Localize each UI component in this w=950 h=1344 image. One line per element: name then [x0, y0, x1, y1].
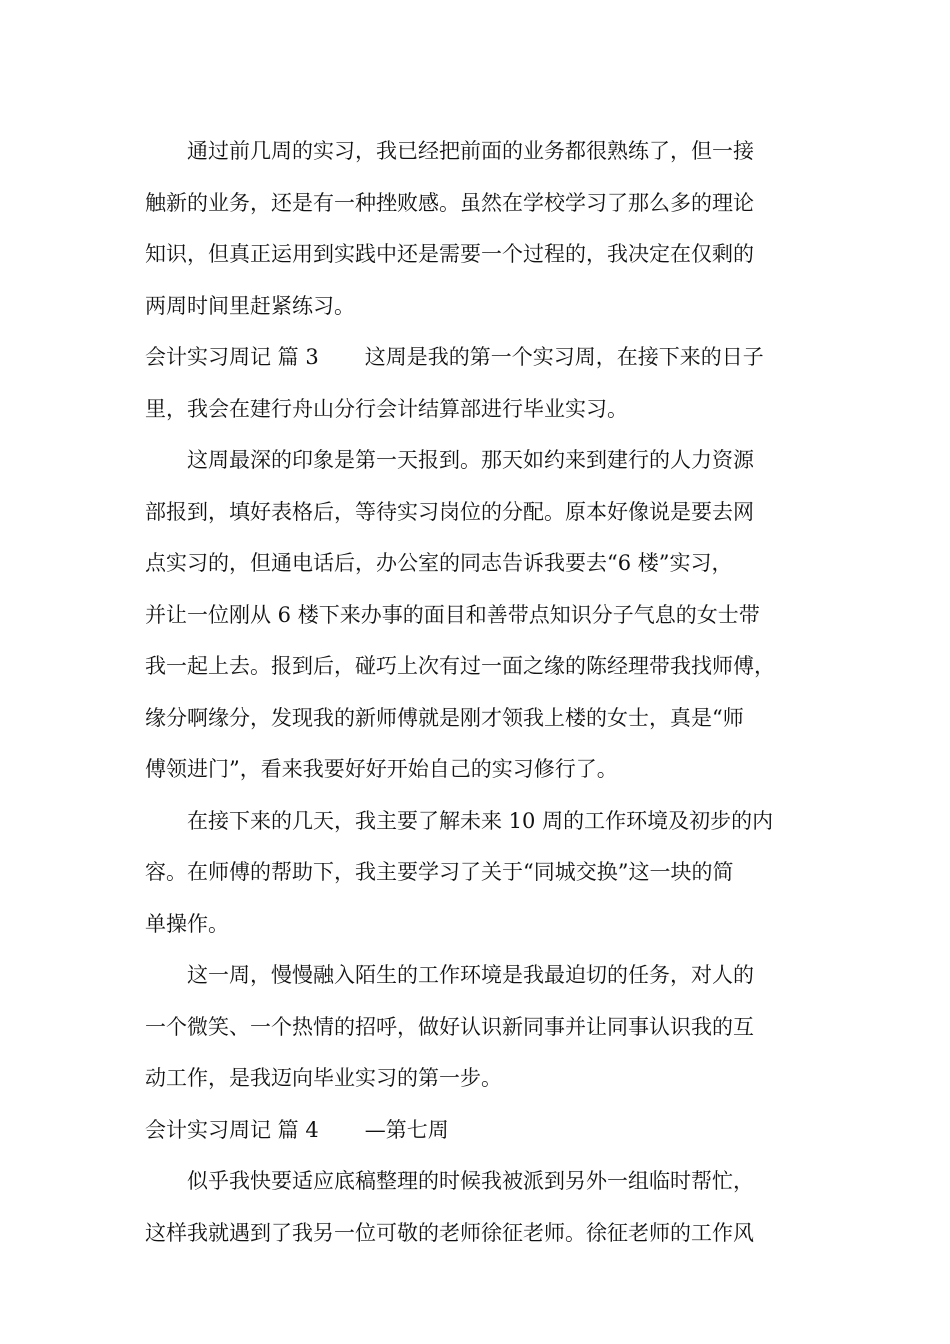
- text-line: 傅领进门”，看来我要好好开始自己的实习修行了。: [145, 757, 618, 781]
- section-heading-line: [145, 332, 825, 384]
- text-line: 部报到，填好表格后，等待实习岗位的分配。原本好像说是要去网: [145, 499, 754, 524]
- text-line: 缘分啊缘分，发现我的新师傅就是刚才领我上楼的女士，真是“师: [145, 705, 744, 730]
- section-3: [145, 332, 825, 435]
- text-line: 并让一位刚从 6 楼下来办事的面目和善带点知识分子气息的女士带: [145, 602, 760, 627]
- text-line: 容。在师傅的帮助下，我主要学习了关于“同城交换”这一块的简: [145, 860, 734, 884]
- section-heading: 会计实习周记 篇 4: [145, 1117, 319, 1142]
- text-line: 这样我就遇到了我另一位可敬的老师徐征老师。徐征老师的工作风: [145, 1220, 754, 1245]
- text-line: 两周时间里赶紧练习。: [145, 293, 355, 318]
- text-line: 我一起上去。报到后，碰巧上次有过一面之缘的陈经理带我找师傅，: [145, 654, 775, 678]
- paragraph: [145, 435, 825, 796]
- section-4: [145, 1105, 825, 1157]
- text-line: 似乎我快要适应底稿整理的时候我被派到另外一组临时帮忙，: [187, 1169, 754, 1193]
- section-heading: 会计实习周记 篇 3: [145, 345, 319, 369]
- text-line: 点实习的，但通电话后，办公室的同志告诉我要去“6 楼”实习，: [145, 551, 733, 575]
- text-line: 这周最深的印象是第一天报到。那天如约来到建行的人力资源: [187, 448, 754, 472]
- text-line: 这一周，慢慢融入陌生的工作环境是我最迫切的任务，对人的: [187, 963, 754, 987]
- document-page: [145, 126, 825, 1259]
- text-line: 动工作，是我迈向毕业实习的第一步。: [145, 1066, 502, 1090]
- text-line: 里，我会在建行舟山分行会计结算部进行毕业实习。: [145, 396, 628, 421]
- text-line: 知识，但真正运用到实践中还是需要一个过程的，我决定在仅剩的: [145, 242, 754, 266]
- text-line: 这周是我的第一个实习周，在接下来的日子: [364, 345, 764, 369]
- text-line: 单操作。: [145, 911, 229, 936]
- text-line: 通过前几周的实习，我已经把前面的业务都很熟练了，但一接: [187, 139, 754, 163]
- paragraph: [145, 126, 825, 332]
- paragraph: [145, 950, 825, 1105]
- text-line: 在接下来的几天，我主要了解未来 10 周的工作环境及初步的内: [187, 808, 774, 833]
- paragraph: [145, 1156, 825, 1259]
- text-line: —第七周: [364, 1117, 449, 1142]
- text-line: 一个微笑、一个热情的招呼，做好认识新同事并让同事认识我的互: [145, 1014, 754, 1039]
- section-heading-line: [145, 1105, 825, 1157]
- text-line: 触新的业务，还是有一种挫败感。虽然在学校学习了那么多的理论: [145, 190, 754, 215]
- paragraph: [145, 796, 825, 951]
